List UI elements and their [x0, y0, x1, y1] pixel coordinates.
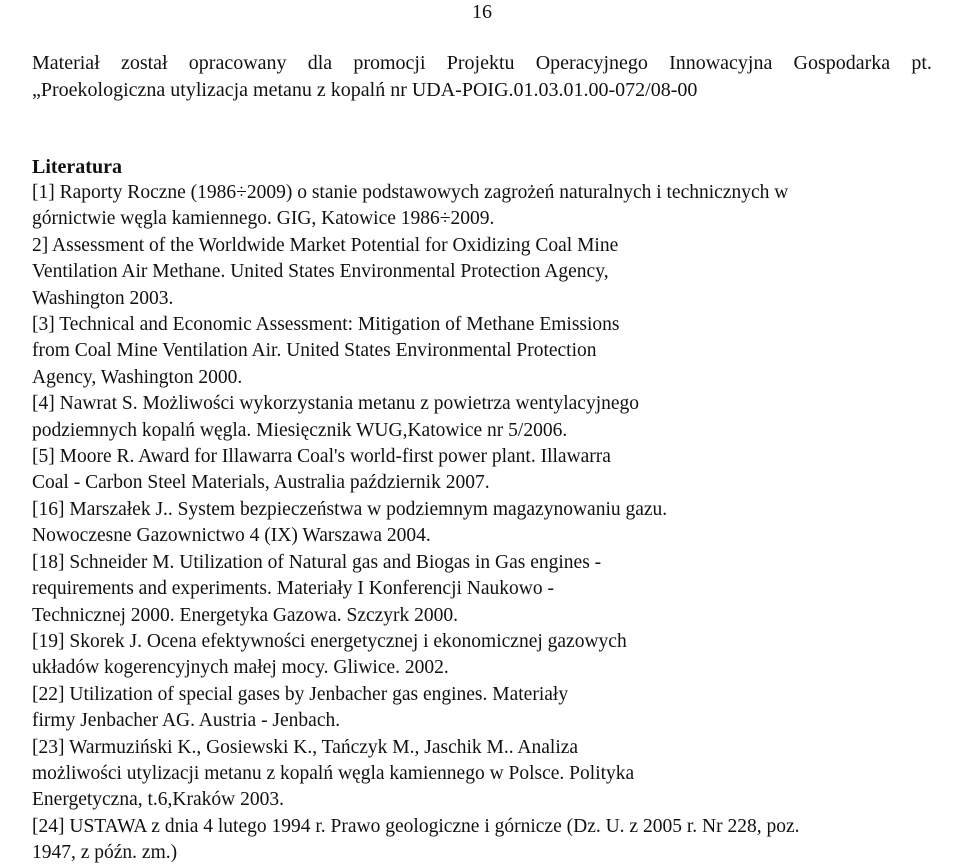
reference-item: [32, 814, 937, 867]
note-word: został: [120, 52, 168, 74]
reference-list: [32, 180, 937, 867]
note-word: Operacyjnego: [535, 52, 648, 74]
project-note-line-1: [32, 50, 932, 77]
reference-line: [19] Skorek J. Ocena efektywności energetycznej i ekonomicznej gazowych: [32, 630, 627, 652]
reference-item: [32, 391, 937, 444]
reference-line: górnictwie węgla kamiennego. GIG, Katowice 1986÷2009.: [32, 208, 495, 230]
literature-heading: Literatura: [32, 156, 122, 178]
reference-line: [23] Warmuziński K., Gosiewski K., Tańczyk M., Jaschik M.. Analiza: [32, 736, 579, 758]
reference-item: [32, 233, 937, 312]
page-number: 16: [472, 1, 492, 23]
reference-line: możliwości utylizacji metanu z kopalń węgla kamiennego w Polsce. Polityka: [32, 762, 635, 784]
reference-line: Agency, Washington 2000.: [32, 366, 243, 388]
reference-line: Ventilation Air Methane. United States Environmental Protection Agency,: [32, 261, 609, 283]
reference-line: [22] Utilization of special gases by Jenbacher gas engines. Materiały: [32, 683, 569, 705]
reference-line: 1947, z późn. zm.): [32, 842, 178, 864]
reference-item: [32, 550, 937, 629]
project-note-line-2: „Proekologiczna utylizacja metanu z kopalń nr UDA-POIG.01.03.01.00-072/08-00: [32, 79, 698, 101]
note-word: Projektu: [446, 52, 515, 74]
reference-line: Nowoczesne Gazownictwo 4 (IX) Warszawa 2004.: [32, 525, 431, 547]
reference-item: [32, 682, 937, 735]
reference-line: from Coal Mine Ventilation Air. United States Environmental Protection: [32, 340, 597, 362]
reference-item: [32, 497, 937, 550]
reference-line: firmy Jenbacher AG. Austria - Jenbach.: [32, 710, 341, 732]
reference-line: [5] Moore R. Award for Illawarra Coal's world-first power plant. Illawarra: [32, 446, 611, 468]
note-word: promocji: [353, 52, 426, 74]
note-word: Innowacyjna: [669, 52, 773, 74]
note-word: Materiał: [32, 52, 100, 74]
project-note: [32, 50, 932, 104]
reference-line: [24] USTAWA z dnia 4 lutego 1994 r. Prawo geologiczne i górnicze (Dz. U. z 2005 r. Nr 228, poz.: [32, 815, 800, 837]
reference-line: 2] Assessment of the Worldwide Market Potential for Oxidizing Coal Mine: [32, 234, 619, 256]
reference-line: requirements and experiments. Materiały I Konferencji Naukowo -: [32, 578, 554, 600]
reference-line: [4] Nawrat S. Możliwości wykorzystania metanu z powietrza wentylacyjnego: [32, 393, 640, 415]
reference-line: układów kogerencyjnych małej mocy. Gliwice. 2002.: [32, 657, 449, 679]
reference-item: [32, 735, 937, 814]
note-word: dla: [307, 52, 333, 74]
reference-line: [3] Technical and Economic Assessment: Mitigation of Methane Emissions: [32, 314, 620, 336]
reference-line: Coal - Carbon Steel Materials, Australia październik 2007.: [32, 472, 490, 494]
reference-line: podziemnych kopalń węgla. Miesięcznik WUG,Katowice nr 5/2006.: [32, 419, 568, 441]
reference-line: Energetyczna, t.6,Kraków 2003.: [32, 789, 284, 811]
reference-item: [32, 444, 937, 497]
reference-item: [32, 180, 937, 233]
reference-item: [32, 629, 937, 682]
reference-line: [16] Marszałek J.. System bezpieczeństwa w podziemnym magazynowaniu gazu.: [32, 498, 668, 520]
reference-line: [18] Schneider M. Utilization of Natural gas and Biogas in Gas engines -: [32, 551, 602, 573]
reference-line: Washington 2003.: [32, 287, 174, 309]
note-word: opracowany: [188, 52, 287, 74]
reference-item: [32, 312, 937, 391]
note-word: pt.: [911, 52, 932, 74]
note-word: Gospodarka: [793, 52, 891, 74]
reference-line: Technicznej 2000. Energetyka Gazowa. Szczyrk 2000.: [32, 604, 459, 626]
reference-line: [1] Raporty Roczne (1986÷2009) o stanie podstawowych zagrożeń naturalnych i technicznych w: [32, 182, 789, 203]
